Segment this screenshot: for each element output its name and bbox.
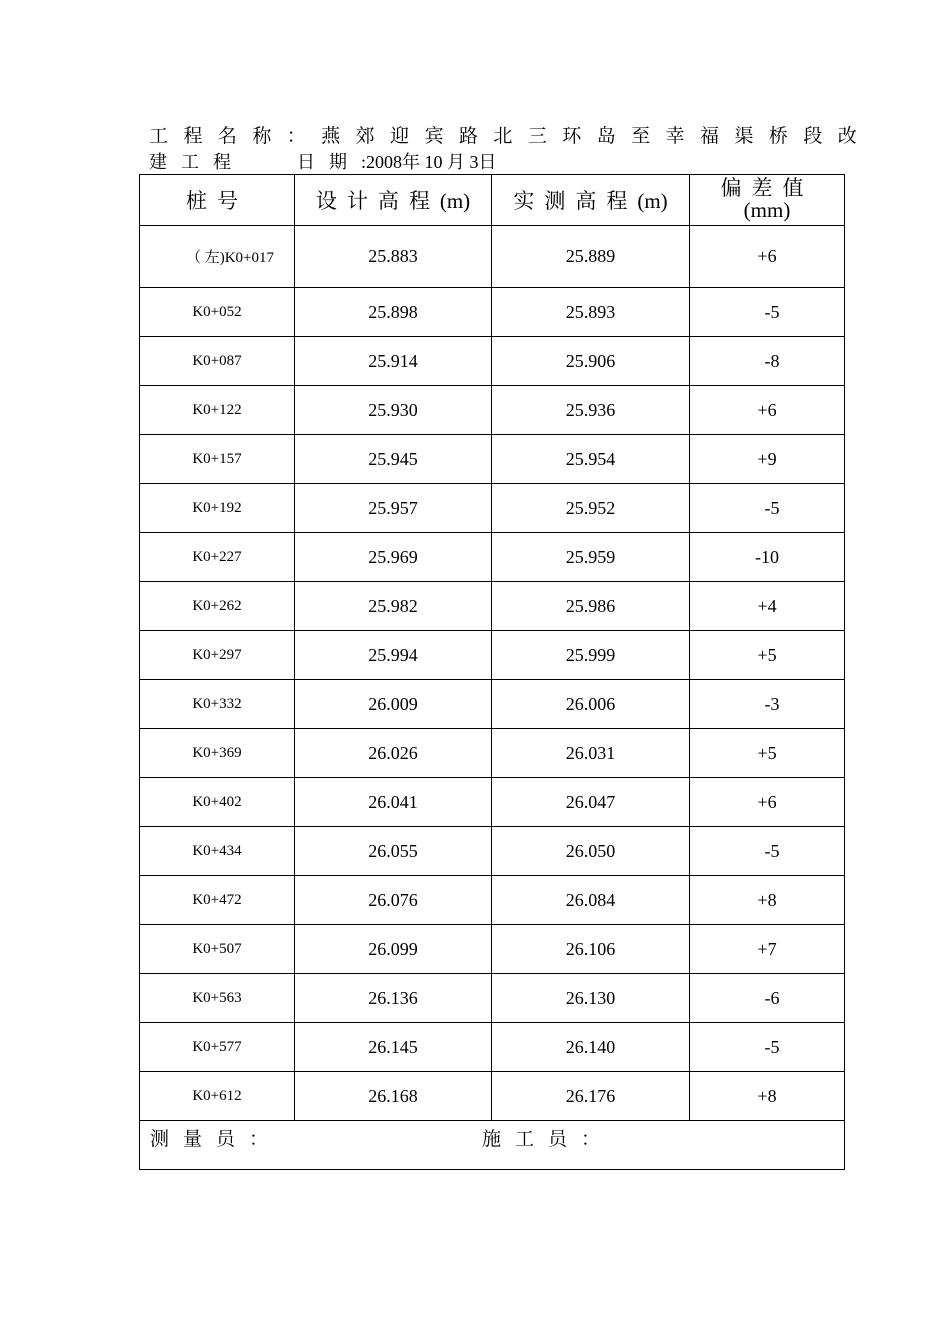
table-row (140, 827, 845, 876)
header-station: 桩号 (140, 175, 295, 226)
design-elevation-cell: 25.982 (295, 582, 492, 631)
measured-elevation-cell: 26.031 (492, 729, 690, 778)
measured-elevation-cell: 26.106 (492, 925, 690, 974)
design-elevation-cell: 26.055 (295, 827, 492, 876)
signature-cell (140, 1121, 845, 1170)
date-value: :2008年 10 月 3日 (361, 152, 497, 172)
design-elevation-cell: 25.969 (295, 533, 492, 582)
table-body (140, 226, 845, 1121)
measured-elevation-cell: 25.986 (492, 582, 690, 631)
measured-elevation-cell: 25.893 (492, 288, 690, 337)
title-char: 宾 (424, 126, 444, 147)
project-title-chars (149, 124, 857, 150)
title-char: 路 (458, 126, 478, 147)
deviation-cell: -5 (690, 827, 845, 876)
builder-label: 施工员： (482, 1129, 615, 1150)
table-row (140, 1072, 845, 1121)
station-cell: K0+472 (140, 876, 295, 925)
design-elevation-cell: 26.009 (295, 680, 492, 729)
table-row (140, 582, 845, 631)
deviation-cell: -5 (690, 1023, 845, 1072)
design-elevation-cell: 26.026 (295, 729, 492, 778)
measured-elevation-cell: 25.959 (492, 533, 690, 582)
station-cell: K0+434 (140, 827, 295, 876)
station-cell: K0+369 (140, 729, 295, 778)
elevation-table (139, 174, 845, 1170)
station-cell: K0+507 (140, 925, 295, 974)
design-elevation-cell: 25.945 (295, 435, 492, 484)
deviation-cell: +6 (690, 778, 845, 827)
deviation-cell: +4 (690, 582, 845, 631)
table-row (140, 226, 845, 288)
station-cell: K0+052 (140, 288, 295, 337)
measured-elevation-cell: 26.047 (492, 778, 690, 827)
title-char: 环 (562, 126, 582, 147)
title-char: 福 (700, 126, 720, 147)
title-char: 北 (493, 126, 513, 147)
deviation-cell: +6 (690, 226, 845, 288)
station-cell: K0+157 (140, 435, 295, 484)
signature-row (140, 1121, 845, 1170)
deviation-cell: +8 (690, 876, 845, 925)
design-elevation-cell: 26.168 (295, 1072, 492, 1121)
measured-elevation-cell: 25.952 (492, 484, 690, 533)
design-elevation-cell: 25.914 (295, 337, 492, 386)
measured-elevation-cell: 25.936 (492, 386, 690, 435)
title-char: 程 (183, 126, 203, 147)
table-row (140, 876, 845, 925)
table-header-row (140, 175, 845, 226)
deviation-cell: +7 (690, 925, 845, 974)
measured-elevation-cell: 26.140 (492, 1023, 690, 1072)
design-elevation-cell: 25.883 (295, 226, 492, 288)
design-elevation-cell: 25.957 (295, 484, 492, 533)
design-elevation-cell: 25.994 (295, 631, 492, 680)
measured-elevation-cell: 25.906 (492, 337, 690, 386)
table-row (140, 1023, 845, 1072)
project-subtitle-line (149, 149, 497, 175)
measured-elevation-cell: 26.006 (492, 680, 690, 729)
title-char: 郊 (355, 126, 375, 147)
deviation-cell: +6 (690, 386, 845, 435)
table-row (140, 729, 845, 778)
table-row (140, 925, 845, 974)
measured-elevation-cell: 26.050 (492, 827, 690, 876)
title-char: 桥 (768, 126, 788, 147)
station-cell: K0+227 (140, 533, 295, 582)
title-char: ： (286, 126, 306, 147)
station-cell: K0+122 (140, 386, 295, 435)
deviation-cell: -3 (690, 680, 845, 729)
measured-elevation-cell: 26.176 (492, 1072, 690, 1121)
station-cell: K0+612 (140, 1072, 295, 1121)
table-row (140, 680, 845, 729)
table-row (140, 778, 845, 827)
design-elevation-cell: 26.145 (295, 1023, 492, 1072)
measured-elevation-cell: 25.954 (492, 435, 690, 484)
design-elevation-cell: 25.898 (295, 288, 492, 337)
header-design-elevation: 设计高程(m) (295, 175, 492, 226)
deviation-cell: -8 (690, 337, 845, 386)
title-char: 改 (837, 126, 857, 147)
table-row (140, 631, 845, 680)
header-deviation: 偏差值 (mm) (690, 175, 845, 226)
title-char: 三 (527, 126, 547, 147)
design-elevation-cell: 26.136 (295, 974, 492, 1023)
table-row (140, 435, 845, 484)
title-char: 幸 (665, 126, 685, 147)
station-cell: K0+563 (140, 974, 295, 1023)
title-char: 渠 (734, 126, 754, 147)
design-elevation-cell: 26.076 (295, 876, 492, 925)
station-cell: K0+262 (140, 582, 295, 631)
deviation-cell: +5 (690, 631, 845, 680)
deviation-cell: -10 (690, 533, 845, 582)
deviation-cell: +8 (690, 1072, 845, 1121)
table-row (140, 484, 845, 533)
station-cell: K0+402 (140, 778, 295, 827)
title-char: 迎 (390, 126, 410, 147)
title-char: 工 (149, 126, 169, 147)
title-char: 名 (217, 126, 237, 147)
station-cell: K0+332 (140, 680, 295, 729)
measured-elevation-cell: 26.084 (492, 876, 690, 925)
table-row (140, 386, 845, 435)
title-char: 段 (803, 126, 823, 147)
deviation-cell: -5 (690, 288, 845, 337)
deviation-cell: -5 (690, 484, 845, 533)
table-row (140, 337, 845, 386)
deviation-cell: +5 (690, 729, 845, 778)
surveyor-label: 测量员： (150, 1129, 283, 1150)
deviation-cell: +9 (690, 435, 845, 484)
station-cell: K0+577 (140, 1023, 295, 1072)
design-elevation-cell: 26.099 (295, 925, 492, 974)
station-cell: K0+297 (140, 631, 295, 680)
title-char: 至 (631, 126, 651, 147)
design-elevation-cell: 25.930 (295, 386, 492, 435)
table-row (140, 288, 845, 337)
project-title-line (149, 124, 857, 150)
project-title-tail: 建工程 (149, 152, 245, 172)
table-row (140, 533, 845, 582)
deviation-cell: -6 (690, 974, 845, 1023)
station-cell: K0+192 (140, 484, 295, 533)
header-measured-elevation: 实测高程(m) (492, 175, 690, 226)
measured-elevation-cell: 25.889 (492, 226, 690, 288)
measured-elevation-cell: 26.130 (492, 974, 690, 1023)
table-row (140, 974, 845, 1023)
title-char: 岛 (596, 126, 616, 147)
station-cell: （ 左)K0+017 (140, 226, 295, 288)
title-char: 燕 (321, 126, 341, 147)
station-cell: K0+087 (140, 337, 295, 386)
measured-elevation-cell: 25.999 (492, 631, 690, 680)
design-elevation-cell: 26.041 (295, 778, 492, 827)
date-label: 日期 (297, 152, 361, 172)
title-char: 称 (252, 126, 272, 147)
